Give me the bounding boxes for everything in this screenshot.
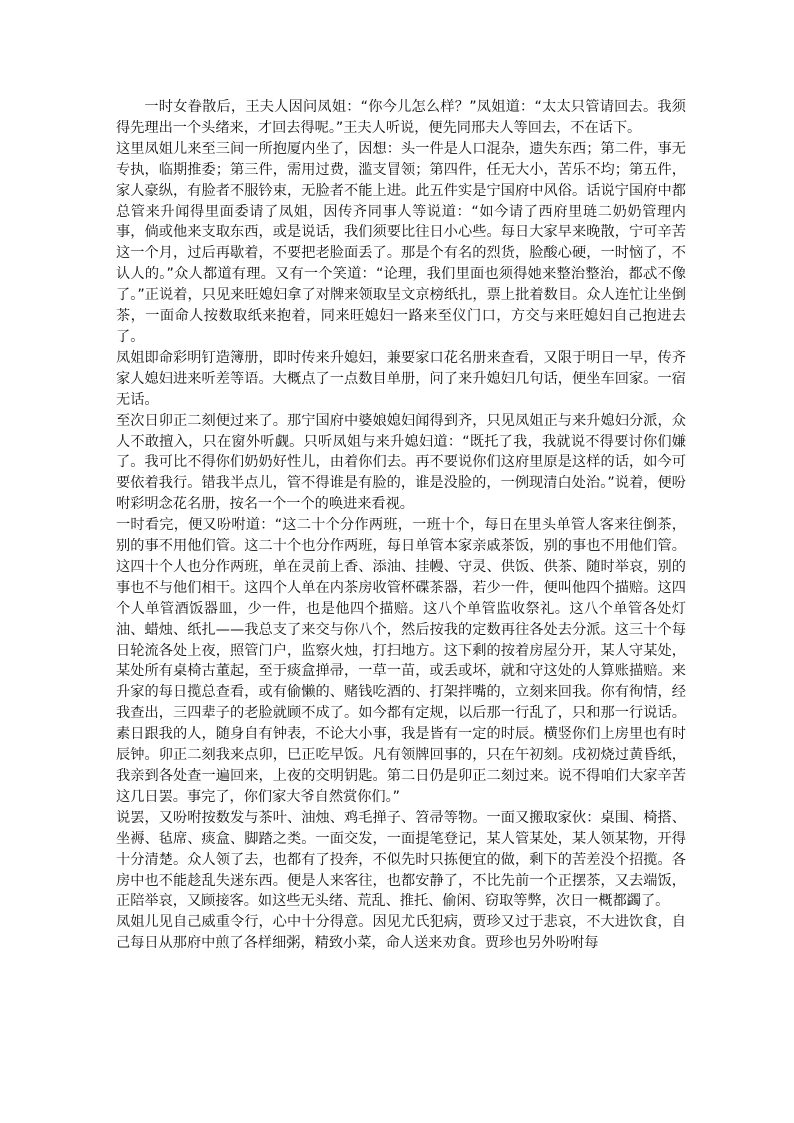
paragraph-3: 凤姐即命彩明钉造簿册，即时传来升媳妇，兼要家口花名册来查看，又限于明日一早，传齐家人媳妇进来听差等语。大概点了一点数目单册，问了来升媳妇几句话，便坐车回家。一宿无话。	[116, 349, 686, 408]
paragraph-4: 至次日卯正二刻便过来了。那宁国府中婆娘媳妇闻得到齐，只见凤姐正与来升媳妇分派，众人不敢擅入，只在窗外听觑。只听凤姐与来升媳妇道：“既托了我，我就说不得要讨你们嫌了。我可比不得你们奶奶好性儿，由着你们去。再不要说你们这府里原是这样的话，如今可要依着我行。错我半点儿，管不得谁是有脸的，谁是没脸的，一例现清白处治。”说着，便吩咐彩明念花名册，按名一个一个的唤进来看视。	[116, 412, 686, 513]
document-page	[116, 97, 686, 954]
paragraph-6: 说罢，又吩咐按数发与茶叶、油烛、鸡毛掸子、笤帚等物。一面又搬取家伙：桌围、椅搭、坐褥、毡席、痰盒、脚踏之类。一面交发，一面提笔登记，某人管某处，某人领某物，开得十分清楚。众人领了去，也都有了投奔，不似先时只拣便宜的做，剩下的苦差没个招揽。各房中也不能趁乱失迷东西。便是人来客往，也都安静了，不比先前一个正摆茶，又去端饭，正陪举哀，又顾接客。如这些无头绪、荒乱、推托、偷闲、窃取等弊，次日一概都蠲了。	[116, 809, 686, 910]
paragraph-7: 凤姐儿见自己威重令行，心中十分得意。因见尤氏犯病，贾珍又过于悲哀，不大进饮食，自己每日从那府中煎了各样细粥，精致小菜，命人送来劝食。贾珍也另外吩咐每	[116, 914, 686, 952]
paragraph-5: 一时看完，便又吩咐道：“这二十个分作两班，一班十个，每日在里头单管人客来往倒茶，别的事不用他们管。这二十个也分作两班，每日单管本家亲戚茶饭，别的事也不用他们管。这四十个人也分作两班，单在灵前上香、添油、挂幔、守灵、供饭、供茶、随时举哀，别的事也不与他们相干。这四个人单在内茶房收管杯碟茶器，若少一件，便叫他四个描赔。这四个人单管酒饭器皿，少一件，也是他四个描赔。这八个单管监收祭礼。这八个单管各处灯油、蜡烛、纸扎——我总支了来交与你八个，然后按我的定数再往各处去分派。这三十个每日轮流各处上夜，照管门户，监察火烛，打扫地方。这下剩的按着房屋分开，某人守某处，某处所有桌椅古董起，至于痰盒掸帚，一草一苗，或丢或坏，就和守这处的人算账描赔。来升家的每日揽总查看，或有偷懒的、赌钱吃酒的、打架拌嘴的，立刻来回我。你有徇情，经我查出，三四辈子的老脸就顾不成了。如今都有定规，以后那一行乱了，只和那一行说话。素日跟我的人，随身自有钟表，不论大小事，我是皆有一定的时辰。横竖你们上房里也有时辰钟。卯正二刻我来点卯，巳正吃早饭。凡有领牌回事的，只在午初刻。戌初烧过黄昏纸，我亲到各处查一遍回来，上夜的交明钥匙。第二日仍是卯正二刻过来。说不得咱们大家辛苦这几日罢。事完了，你们家大爷自然赏你们。”	[116, 517, 686, 805]
paragraph-2: 这里凤姐儿来至三间一所抱厦内坐了，因想：头一件是人口混杂，遗失东西；第二件，事无专执，临期推委；第三件，需用过费，滥支冒领；第四件，任无大小，苦乐不均；第五件，家人豪纵，有脸者不服钤束，无脸者不能上进。此五件实是宁国府中风俗。话说宁国府中都总管来升闻得里面委请了凤姐，因传齐同事人等说道：“如今请了西府里琏二奶奶管理内事，倘或他来支取东西，或是说话，我们须要比往日小心些。每日大家早来晚散，宁可辛苦这一个月，过后再歇着，不要把老脸面丢了。那是个有名的烈货，脸酸心硬，一时恼了，不认人的。”众人都道有理。又有一个笑道：“论理，我们里面也须得她来整治整治，都忒不像了。”正说着，只见来旺媳妇拿了对牌来领取呈文京榜纸扎，票上批着数目。众人连忙让坐倒茶，一面命人按数取纸来抱着，同来旺媳妇一路来至仪门口，方交与来旺媳妇自己抱进去了。	[116, 140, 686, 345]
paragraph-1: 一时女眷散后，王夫人因问凤姐：“你今儿怎么样？”凤姐道：“太太只管请回去。我须得先理出一个头绪来，才回去得呢。”王夫人听说，便先同邢夫人等回去，不在话下。	[116, 99, 686, 136]
